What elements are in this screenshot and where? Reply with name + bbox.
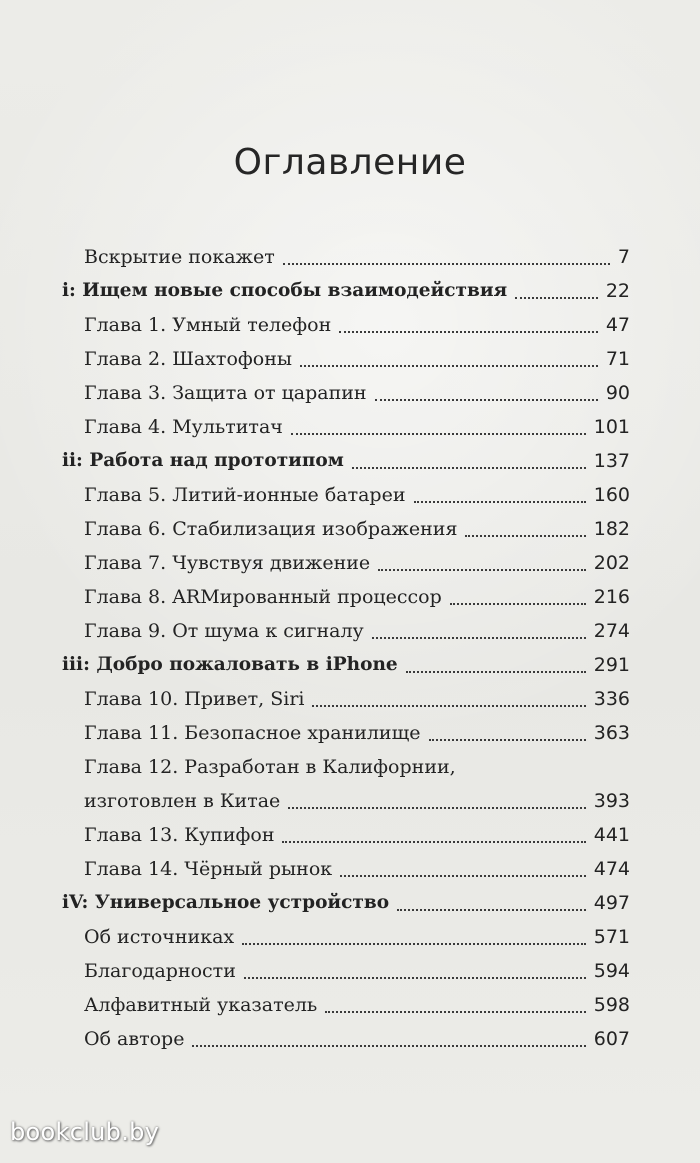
dot-leader: [300, 364, 598, 367]
toc-entry: [62, 818, 630, 852]
toc-entry-label: iV: Универсальное устройство: [62, 892, 390, 913]
toc-entry: [62, 546, 630, 580]
toc-entry: [62, 750, 630, 818]
dot-leader: [414, 500, 586, 503]
toc-part-heading: [62, 886, 630, 920]
dot-leader: [339, 330, 598, 333]
toc-entry: [62, 988, 630, 1022]
toc-entry-label: Глава 6. Стабилизация изображения: [84, 518, 458, 540]
toc-page-number: 363: [593, 722, 630, 744]
dot-leader: [465, 534, 585, 537]
dot-leader: [312, 704, 585, 707]
toc-entry-label: Глава 12. Разработан в Калифорнии,: [84, 756, 456, 778]
toc-entry: [62, 682, 630, 716]
toc-page-number: 393: [593, 790, 630, 812]
dot-leader: [352, 466, 586, 469]
toc-part-heading: [62, 444, 630, 478]
toc-entry-label-continued: изготовлен в Китае: [84, 790, 281, 812]
toc-page-number: 202: [593, 552, 630, 574]
toc-entry-label: Благодарности: [84, 960, 236, 982]
dot-leader: [282, 840, 585, 843]
toc-entry: [62, 376, 630, 410]
toc-page-number: 22: [605, 280, 630, 302]
dot-leader: [291, 432, 586, 435]
toc-entry: [62, 954, 630, 988]
toc-part-heading: [62, 274, 630, 308]
dot-leader: [244, 976, 586, 979]
toc-entry-label: iii: Добро пожаловать в iPhone: [62, 654, 398, 675]
toc-entry: [62, 512, 630, 546]
toc-page-number: 594: [593, 960, 630, 982]
toc-page-number: 598: [593, 994, 630, 1016]
toc-entry: [62, 342, 630, 376]
toc-entry-label: Глава 8. ARMированный процессор: [84, 586, 442, 608]
toc-entry-label: Глава 4. Мультитач: [84, 416, 283, 438]
toc-entry-label: Глава 14. Чёрный рынок: [84, 858, 333, 880]
dot-leader: [429, 738, 586, 741]
dot-leader: [378, 568, 586, 571]
page-title: Оглавление: [233, 142, 467, 183]
dot-leader: [283, 262, 610, 265]
toc-entry-label: ii: Работа над прототипом: [62, 450, 344, 471]
toc-page-number: 7: [617, 246, 630, 268]
toc-entry-label: Глава 10. Привет, Siri: [84, 688, 305, 710]
toc-page-number: 160: [593, 484, 630, 506]
toc-entry: [62, 852, 630, 886]
toc-entry-label: Об авторе: [84, 1028, 185, 1050]
toc-page-number: 71: [605, 348, 630, 370]
toc-page-number: 101: [593, 416, 630, 438]
toc-entry: [62, 716, 630, 750]
table-of-contents: [62, 240, 630, 1056]
toc-entry: [62, 1022, 630, 1056]
toc-entry-label: Алфавитный указатель: [84, 994, 318, 1016]
toc-page-number: 90: [605, 382, 630, 404]
toc-entry-label: Глава 13. Купифон: [84, 824, 275, 846]
toc-entry: [62, 580, 630, 614]
toc-entry-label: Глава 11. Безопасное хранилище: [84, 722, 421, 744]
toc-entry-label: Глава 3. Защита от царапин: [84, 382, 367, 404]
toc-entry-first-line: [84, 750, 630, 784]
toc-page-number: 291: [593, 654, 630, 676]
dot-leader: [372, 636, 586, 639]
dot-leader: [375, 398, 598, 401]
toc-entry-label: i: Ищем новые способы взаимодействия: [62, 280, 508, 301]
toc-entry-label: Глава 9. От шума к сигналу: [84, 620, 364, 642]
toc-page-number: 137: [593, 450, 630, 472]
toc-page-number: 336: [593, 688, 630, 710]
dot-leader: [450, 602, 586, 605]
dot-leader: [406, 670, 586, 673]
toc-entry: [62, 478, 630, 512]
toc-entry-label: Глава 2. Шахтофоны: [84, 348, 292, 370]
dot-leader: [397, 908, 586, 911]
toc-entry-label: Вскрытие покажет: [84, 246, 275, 268]
toc-entry: [62, 614, 630, 648]
site-watermark: bookclub.by: [10, 1118, 160, 1146]
toc-page-number: 571: [593, 926, 630, 948]
toc-page-number: 474: [593, 858, 630, 880]
toc-entry-second-line: [84, 784, 630, 818]
toc-page-number: 607: [593, 1028, 630, 1050]
toc-page-number: 441: [593, 824, 630, 846]
dot-leader: [325, 1010, 585, 1013]
toc-entry: [62, 410, 630, 444]
toc-page-number: 47: [605, 314, 630, 336]
toc-entry: [62, 240, 630, 274]
toc-page-number: 182: [593, 518, 630, 540]
toc-part-heading: [62, 648, 630, 682]
toc-entry-label: Глава 5. Литий-ионные батареи: [84, 484, 406, 506]
toc-entry: [62, 920, 630, 954]
toc-entry-label: Глава 1. Умный телефон: [84, 314, 332, 336]
toc-page-number: 497: [593, 892, 630, 914]
dot-leader: [340, 874, 586, 877]
toc-entry-label: Об источниках: [84, 926, 235, 948]
dot-leader: [192, 1044, 585, 1047]
toc-entry: [62, 308, 630, 342]
toc-page-number: 274: [593, 620, 630, 642]
dot-leader: [242, 942, 586, 945]
dot-leader: [288, 806, 585, 809]
dot-leader: [515, 296, 598, 299]
toc-page-number: 216: [593, 586, 630, 608]
toc-entry-label: Глава 7. Чувствуя движение: [84, 552, 371, 574]
